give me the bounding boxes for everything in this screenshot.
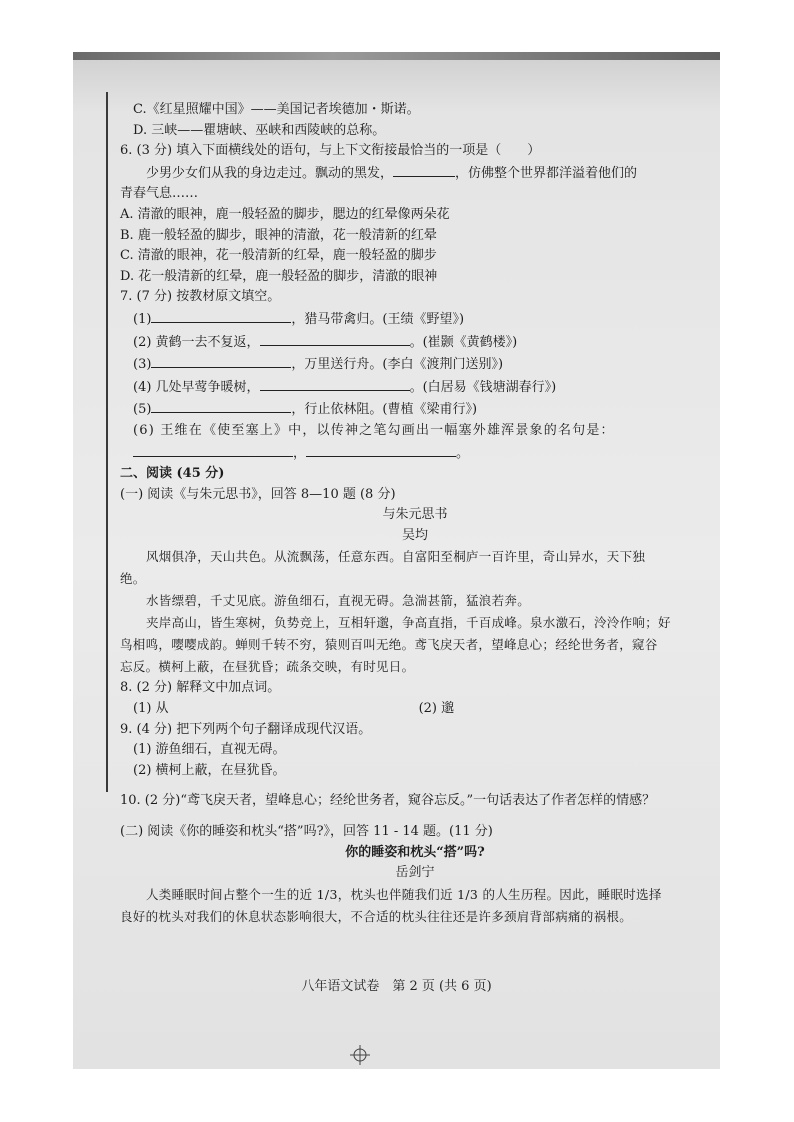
question-6-text: 少男少女们从我的身边走过。飘动的黑发， ，仿佛整个世界都洋溢着他们的 bbox=[120, 162, 710, 185]
option-d-line: D. 三峡——瞿塘峡、巫峡和西陵峡的总称。 bbox=[133, 122, 386, 138]
passage-1-body bbox=[120, 546, 710, 678]
question-6-text-cont: 青春气息…… bbox=[120, 186, 199, 202]
answer-blank bbox=[306, 442, 456, 457]
scanned-exam-page bbox=[73, 52, 720, 1069]
question-7-item-3: (3) ，万里送行舟。(李白《渡荆门送别》) bbox=[120, 353, 710, 376]
passage-line: 绝。 bbox=[120, 571, 146, 587]
question-9-item-2: (2) 横柯上蔽，在昼犹昏。 bbox=[133, 762, 286, 778]
passage-line: 风烟俱净，天山共色。从流飘荡，任意东西。自富阳至桐庐一百许里，奇山异水，天下独 bbox=[146, 549, 646, 565]
question-7-item-6-blanks: ， 。 bbox=[120, 442, 710, 465]
reading-2-instruction: (二) 阅读《你的睡姿和枕头“搭”吗?》，回答 11 - 14 题。(11 分) bbox=[120, 824, 493, 840]
question-7-item-1: (1) ，猎马带禽归。(王绩《野望》) bbox=[120, 308, 710, 331]
question-6-option-d: D. 花一般清新的红晕，鹿一般轻盈的脚步，清澈的眼神 bbox=[120, 268, 438, 284]
passage-line: 人类睡眠时间占整个一生的近 1/3，枕头也伴随我们近 1/3 的人生历程。因此，睡眠时选择 bbox=[146, 886, 662, 902]
passage-line: 夹岸高山，皆生寒树，负势竞上，互相轩邈，争高直指，千百成峰。泉水激石，泠泠作响；好 bbox=[146, 615, 671, 631]
question-6-option-b: B. 鹿一般轻盈的脚步，眼神的清澈，花一般清新的红晕 bbox=[120, 227, 437, 243]
question-6-option-a: A. 清澈的眼神，鹿一般轻盈的脚步，腮边的红晕像两朵花 bbox=[120, 206, 450, 222]
question-9-item-1: (1) 游鱼细石，直视无碍。 bbox=[133, 742, 286, 758]
answer-blank bbox=[260, 376, 410, 391]
passage-2-author: 岳剑宁 bbox=[395, 865, 435, 881]
passage-line: 良好的枕头对我们的休息状态影响很大，不合适的枕头往往还是许多颈肩背部病痛的祸根。 bbox=[120, 908, 633, 924]
registration-mark-icon bbox=[349, 1044, 371, 1066]
passage-line: 水皆缥碧，千丈见底。游鱼细石，直视无碍。急湍甚箭，猛浪若奔。 bbox=[146, 593, 531, 609]
option-c-line: C.《红星照耀中国》——美国记者埃德加・斯诺。 bbox=[133, 102, 420, 117]
passage-line: 忘反。横柯上蔽，在昼犹昏；疏条交映，有时见日。 bbox=[120, 659, 415, 675]
question-7-item-4: (4) 几处早莺争暖树， 。(白居易《钱塘湖春行》) bbox=[120, 376, 710, 399]
question-7-item-6: (6) 王维在《使至塞上》中，以传神之笔勾画出一幅塞外雄浑景象的名句是： bbox=[133, 422, 615, 438]
question-7-item-5: (5) ，行止依林阻。(曹植《梁甫行》) bbox=[120, 398, 710, 421]
answer-blank bbox=[151, 398, 291, 413]
answer-blank bbox=[260, 331, 410, 346]
question-8: 8. (2 分) 解释文中加点词。 bbox=[120, 680, 281, 696]
answer-blank bbox=[393, 162, 455, 177]
passage-2-title: 你的睡姿和枕头“搭”吗? bbox=[345, 844, 485, 860]
question-7: 7. (7 分) 按教材原文填空。 bbox=[120, 289, 281, 305]
answer-blank bbox=[133, 442, 293, 457]
answer-blank bbox=[151, 353, 291, 368]
passage-line: 鸟相鸣，嘤嘤成韵。蝉则千转不穷，猿则百叫无绝。鸢飞戾天者，望峰息心；经纶世务者，窥谷 bbox=[120, 637, 658, 653]
page-footer: 八年语文试卷 第 2 页 (共 6 页) bbox=[301, 979, 492, 994]
passage-1-title: 与朱元思书 bbox=[382, 507, 448, 523]
question-6-option-c: C. 清澈的眼神，花一般清新的红晕，鹿一般轻盈的脚步 bbox=[120, 248, 437, 264]
page-content bbox=[120, 100, 710, 928]
question-8-items: (1) 从 (2) 邈 bbox=[133, 701, 455, 717]
binding-margin-line bbox=[106, 92, 108, 792]
passage-2-body bbox=[120, 884, 710, 928]
answer-blank bbox=[151, 308, 291, 323]
question-6: 6. (3 分) 填入下面横线处的语句，与上下文衔接最恰当的一项是（ ） bbox=[120, 143, 541, 159]
reading-1-instruction: (一) 阅读《与朱元思书》，回答 8—10 题 (8 分) bbox=[120, 486, 396, 502]
section-2-heading: 二、阅读 (45 分) bbox=[120, 466, 225, 482]
passage-1-author: 吴均 bbox=[401, 527, 428, 543]
question-7-item-2: (2) 黄鹤一去不复返， 。(崔颢《黄鹤楼》) bbox=[120, 331, 710, 354]
question-9: 9. (4 分) 把下列两个句子翻译成现代汉语。 bbox=[120, 721, 372, 737]
question-10: 10. (2 分)“鸢飞戾天者，望峰息心；经纶世务者，窥谷忘反。”一句话表达了作者怎样的情感？ bbox=[120, 793, 656, 809]
